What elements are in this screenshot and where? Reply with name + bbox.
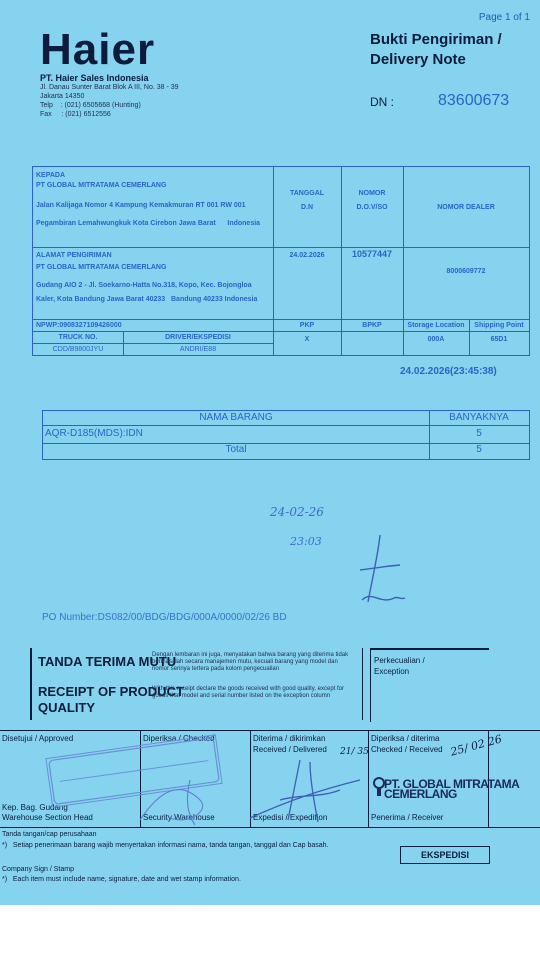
footer-note-id: *) Setiap penerimaan barang wajib menyertakan informasi nama, tanda tangan, tanggal dan Cap basah. — [2, 842, 329, 849]
handwritten-time: 23:03 — [290, 535, 322, 548]
receipt-title-id: TANDA TERIMA MUTU — [38, 654, 177, 669]
npwp: NPWP:0908327109426000 — [36, 322, 122, 329]
receipt-title-en-2: QUALITY — [38, 700, 96, 715]
company-stamp: PT. GLOBAL MITRATAMA CEMERLANG — [384, 777, 519, 801]
document-title — [370, 30, 502, 70]
page-indicator: Page 1 of 1 — [478, 12, 530, 23]
storage-location-value: 000A — [427, 336, 445, 343]
consignee-name: PT GLOBAL MITRATAMA CEMERLANG — [36, 182, 167, 189]
bpkp-label: BPKP — [362, 322, 382, 329]
exception-label-2: Exception — [374, 667, 410, 676]
company-name: PT. Haier Sales Indonesia — [40, 73, 149, 83]
document-title-line-1: Bukti Pengiriman / — [370, 31, 502, 48]
shipping-address-2: Kaler, Kota Bandung Jawa Barat 40233 Bandung 40233 Indonesia — [36, 296, 258, 303]
dealer-number: 8000609772 — [446, 268, 486, 275]
driver-label: DRIVER/EKSPEDISI — [165, 334, 231, 341]
sig-head-label-1: Kep. Bag. Gudang — [2, 803, 68, 812]
truck-label: TRUCK NO. — [58, 334, 98, 341]
shipping-number: 10577447 — [351, 249, 393, 259]
company-address-line-2: Jakarta 14350 — [40, 93, 85, 100]
consignee-address-2: Pegambiran Lemahwungkuk Kota Cirebon Jawa Barat Indonesia — [36, 220, 261, 227]
stamp-logo-icon — [372, 775, 386, 797]
sig-security-label: Security Warehouse — [143, 813, 215, 822]
sig-handwritten-time: 21/ 35 — [340, 747, 369, 757]
storage-location-label: Storage Location — [407, 322, 465, 329]
sig-received-label-1: Diterima / dikirimkan — [253, 734, 326, 743]
shipping-point-value: 65D1 — [490, 336, 508, 343]
items-total-label: Total — [225, 444, 247, 455]
dn-number: 83600673 — [438, 92, 510, 109]
items-table — [42, 410, 530, 460]
sig-expedition-label: Expedisi / Expedition — [253, 813, 328, 822]
footer-sign-label: Tanda tangan/cap perusahaan — [2, 831, 97, 838]
receipt-text-en: With this receipt declare the goods received with good quality, except for goods that model and serial number listed on the exception column — [152, 686, 344, 699]
shipping-date: 24.02.2026 — [289, 252, 325, 259]
delivery-timestamp: 24.02.2026(23:45:38) — [400, 366, 497, 377]
haier-logo: Haier — [40, 25, 156, 74]
sig-checked-received-1: Diperiksa / diterima — [371, 734, 440, 743]
document-title-line-2: Delivery Note — [370, 51, 466, 68]
sig-approved-label: Disetujui / Approved — [2, 734, 74, 743]
item-qty: 5 — [476, 428, 482, 439]
signature-driver — [350, 530, 410, 610]
sig-checked-label: Diperiksa / Checked — [143, 734, 215, 743]
consignee-address-1: Jalan Kalijaga Nomor 4 Kampung Kemakmuran RT 001 RW 001 — [36, 202, 246, 209]
exception-label: Perkecualian / — [374, 656, 425, 665]
nomor-dealer-label: NOMOR DEALER — [437, 204, 495, 211]
driver-value: ANDRI/E88 — [179, 346, 217, 353]
sig-head-label-2: Warehouse Section Head — [2, 813, 93, 822]
items-header-name: NAMA BARANG — [199, 412, 273, 423]
dn-label: DN : — [370, 95, 394, 109]
tanggal-value: D.N — [300, 204, 314, 211]
receipt-text-id: Dengan lembaran ini juga, menyatakan bahwa barang yang diterima tidak bermasalah secara manajemen mutu, kecuali barang yang model dan nomor serinya tertera pada kolom pengecualian — [152, 652, 349, 672]
shipping-point-label: Shipping Point — [474, 322, 524, 329]
nomor-value: D.O.V/SO — [356, 204, 388, 211]
items-total-value: 5 — [476, 444, 482, 455]
company-fax: Fax : (021) 6512556 — [40, 111, 111, 118]
items-header-qty: BANYAKNYA — [449, 412, 509, 423]
signature-expedition — [230, 740, 370, 830]
sig-handwritten-date: 25/ 02 26 — [449, 732, 504, 759]
signature-security — [130, 770, 230, 830]
sig-checked-received-2: Checked / Received — [371, 745, 443, 754]
truck-value: CDD/B9800JYU — [52, 346, 104, 353]
po-number: PO Number:DS082/00/BDG/BDG/000A/0000/02/26 BD — [42, 612, 287, 623]
pkp-value: X — [304, 336, 310, 343]
shipping-name: PT GLOBAL MITRATAMA CEMERLANG — [36, 264, 167, 271]
company-telp: Telp : (021) 6505668 (Hunting) — [40, 102, 141, 109]
handwritten-date: 24-02-26 — [270, 505, 324, 519]
company-address-line-1: Jl. Danau Sunter Barat Blok A III, No. 38 - 39 — [40, 84, 179, 91]
shipping-label: ALAMAT PENGIRIMAN — [36, 252, 112, 259]
nomor-label: NOMOR — [358, 190, 386, 197]
pkp-label: PKP — [299, 322, 315, 329]
address-table — [32, 166, 530, 356]
footer-note-en: *) Each item must include name, signature, date and wet stamp information. — [2, 876, 241, 883]
kepada-label: KEPADA — [36, 172, 66, 179]
item-name: AQR-D185(MDS):IDN — [45, 428, 143, 439]
copy-label-ekspedisi: EKSPEDISI — [400, 846, 490, 864]
shipping-address-1: Gudang AIO 2 - Jl. Soekarno-Hatta No.318, Kopo, Kec. Bojongloa — [36, 282, 252, 289]
tanggal-label: TANGGAL — [289, 190, 325, 197]
sig-receiver-label: Penerima / Receiver — [371, 813, 444, 822]
footer-sign-label-en: Company Sign / Stamp — [2, 866, 74, 873]
sig-received-label-2: Received / Delivered — [253, 745, 327, 754]
receipt-title-en-1: RECEIPT OF PRODUCT — [38, 684, 184, 699]
